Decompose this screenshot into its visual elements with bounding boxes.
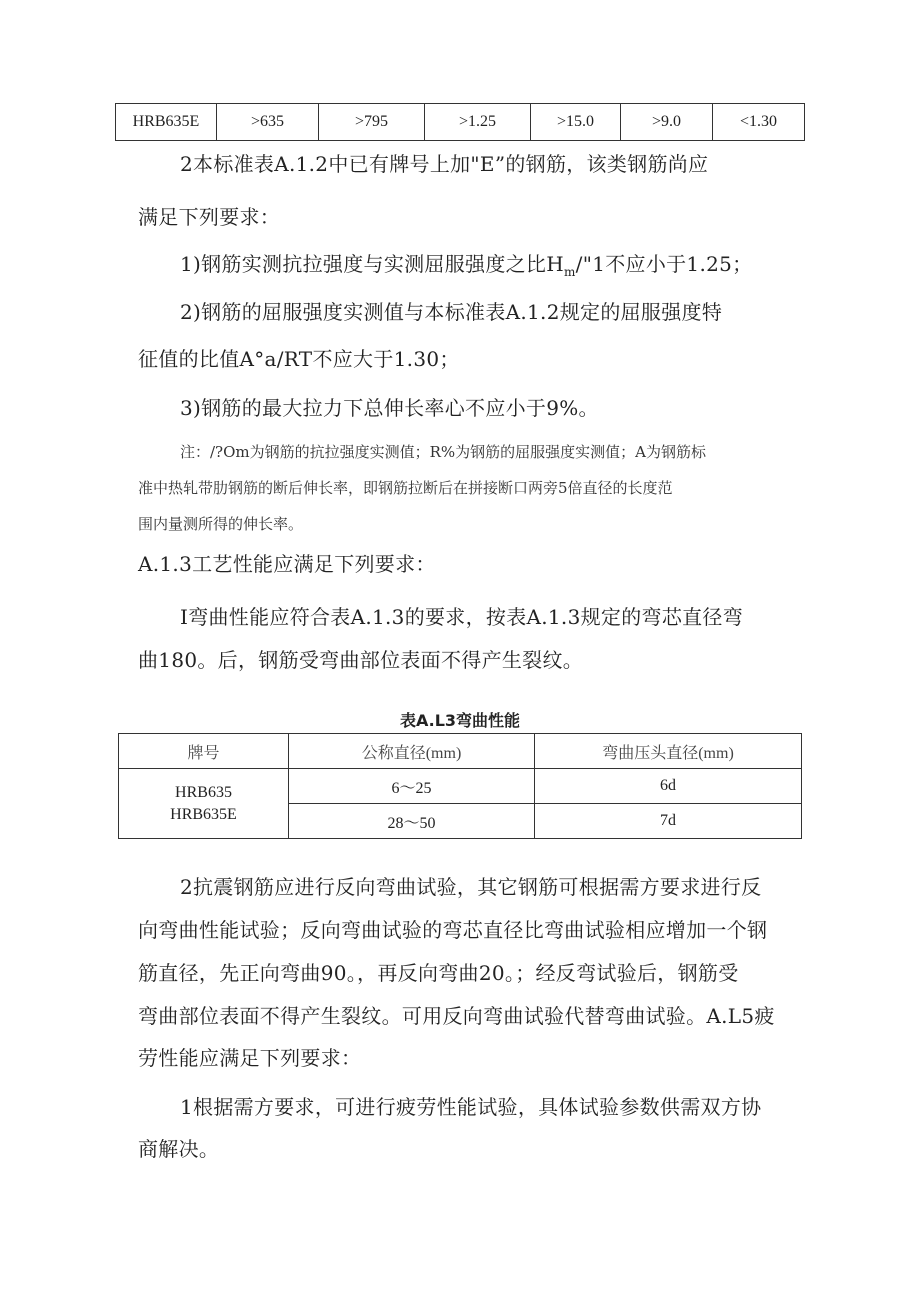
- paragraph-line: 向弯曲性能试验；反向弯曲试验的弯芯直径比弯曲试验相应增加一个钢: [138, 918, 768, 942]
- note-line: 准中热轧带肋钢筋的断后伸长率，即钢筋拉断后在拼接断口两旁5倍直径的长度范: [138, 479, 673, 497]
- subscript: m: [563, 265, 576, 279]
- paragraph-line: 2)钢筋的屈服强度实测值与本标准表A.1.2规定的屈服强度特: [180, 300, 723, 324]
- paragraph-line: 曲180。后，钢筋受弯曲部位表面不得产生裂纹。: [138, 648, 584, 672]
- table-cell: 6d: [535, 769, 802, 804]
- paragraph-line: 商解决。: [138, 1137, 220, 1161]
- paragraph-line: 弯曲部位表面不得产生裂纹。可用反向弯曲试验代替弯曲试验。A.L5疲: [138, 1004, 775, 1028]
- table-cell: 28～50: [289, 804, 535, 839]
- table-cell: 7d: [535, 804, 802, 839]
- table-cell: >1.25: [425, 104, 531, 141]
- column-header: 牌号: [119, 734, 289, 769]
- paragraph-line: 征值的比值A°a/RT不应大于1.30；: [138, 347, 460, 371]
- table-header-row: [119, 734, 802, 769]
- table-row: [116, 104, 805, 141]
- column-header: 公称直径(mm): [289, 734, 535, 769]
- section-heading: A.1.3工艺性能应满足下列要求：: [138, 552, 436, 576]
- table-row: [119, 769, 802, 804]
- table-cell: HRB635E: [116, 104, 217, 141]
- paragraph-line: 劳性能应满足下列要求：: [138, 1046, 362, 1070]
- paragraph-line: 1根据需方要求，可进行疲劳性能试验，具体试验参数供需双方协: [180, 1095, 762, 1119]
- text-span: /"1不应小于1.25；: [575, 252, 753, 276]
- grade-label: HRB635: [175, 783, 232, 801]
- table-cell: >795: [319, 104, 425, 141]
- paragraph-line: I弯曲性能应符合表A.1.3的要求，按表A.1.3规定的弯芯直径弯: [180, 605, 744, 629]
- paragraph-line: 筋直径，先正向弯曲90。，再反向弯曲20。；经反弯试验后，钢筋受: [138, 961, 739, 985]
- paragraph-line: 满足下列要求：: [138, 205, 281, 229]
- table-cell: >15.0: [531, 104, 621, 141]
- paragraph-line: 2本标准表A.1.2中已有牌号上加"E”的钢筋，该类钢筋尚应: [180, 152, 709, 176]
- paragraph-line: [180, 252, 752, 284]
- note-line: 注：/?Om为钢筋的抗拉强度实测值；R%为钢筋的屈服强度实测值；A为钢筋标: [180, 443, 706, 461]
- table-cell: >635: [217, 104, 319, 141]
- paragraph-line: 3)钢筋的最大拉力下总伸长率心不应小于9%。: [180, 396, 599, 420]
- paragraph-line: 2抗震钢筋应进行反向弯曲试验，其它钢筋可根据需方要求进行反: [180, 875, 762, 899]
- table-cell: >9.0: [621, 104, 713, 141]
- grade-label: HRB635E: [170, 805, 237, 823]
- note-line: 围内量测所得的伸长率。: [138, 515, 304, 533]
- table-cell: 6～25: [289, 769, 535, 804]
- column-header: 弯曲压头直径(mm): [535, 734, 802, 769]
- grade-cell: [119, 769, 289, 839]
- table-title: 表A.L3弯曲性能: [399, 711, 521, 730]
- bending-table: [118, 733, 802, 839]
- table-cell: <1.30: [713, 104, 805, 141]
- text-span: 1)钢筋实测抗拉强度与实测屈服强度之比H: [180, 252, 564, 276]
- property-table-continuation: [115, 103, 805, 141]
